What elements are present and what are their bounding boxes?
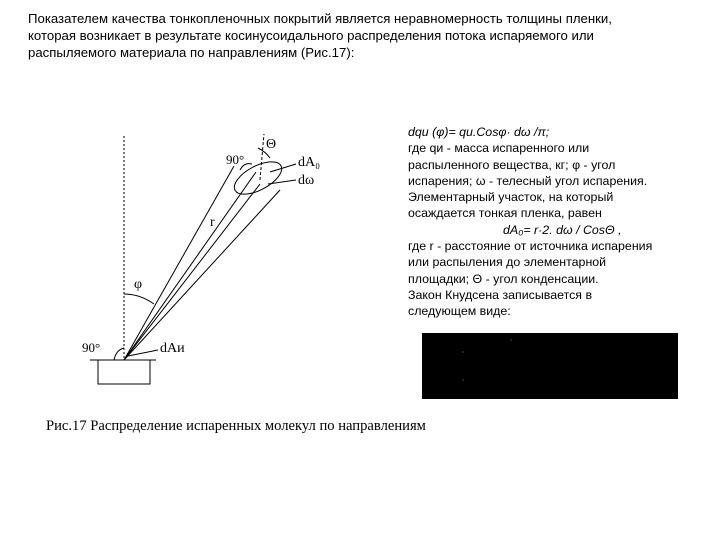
leader-dA-target: [270, 164, 296, 172]
figure-caption: Рис.17 Распределение испаренных молекул по направлениям: [46, 418, 426, 434]
intro-line-1: Показателем качества тонкопленочных покрытий является неравномерность толщины пленки,: [28, 11, 612, 26]
cone-ray-right: [124, 190, 280, 360]
cone-ray-inner: [124, 184, 260, 360]
source-box: [98, 360, 150, 384]
desc-line-7: или распыления до элементарной: [408, 255, 607, 270]
leader-domega: [268, 180, 296, 184]
label-angle-bottom: 90°: [82, 340, 101, 355]
label-angle-top: 90°: [226, 152, 245, 167]
desc-line-2: распыленного вещества, кг; φ - угол: [408, 157, 616, 172]
desc-line-9: Закон Кнудсена записывается в: [408, 287, 593, 302]
formula-dot: [510, 339, 512, 341]
desc-line-6: где r - расстояние от источника испарения: [408, 239, 653, 254]
intro-paragraph: [28, 10, 688, 61]
formula-area-text: dA₀= r·2. dω / CosΘ ,: [503, 222, 622, 237]
intro-line-3: распыляемого материала по направлениям (Рис.17):: [28, 45, 355, 60]
cone-ray-center: [124, 172, 256, 360]
angle-bottom-arc: [114, 348, 124, 360]
label-theta: Θ: [266, 137, 277, 152]
label-phi: φ: [134, 277, 143, 292]
target-normal: [260, 134, 264, 180]
formula-dot: [462, 379, 464, 381]
desc-line-4: Элементарный участок, на который: [408, 190, 614, 205]
desc-line-5: осаждается тонкая пленка, равен: [408, 206, 602, 221]
label-domega: dω: [298, 173, 315, 188]
distribution-figure: [70, 128, 400, 410]
formula-flux-text: dqи (φ)= qи.Cosφ· dω /π;: [408, 125, 550, 139]
description-text: [408, 124, 698, 320]
cone-ray-left: [124, 166, 234, 360]
desc-line-1: где qи - масса испаренного или: [408, 141, 590, 156]
desc-line-8: площадки; Θ - угол конденсации.: [408, 271, 599, 286]
formula-area: [408, 222, 698, 238]
phi-arc: [124, 294, 154, 304]
desc-line-10: следующем виде:: [408, 304, 511, 319]
label-dA-source: dAи: [160, 341, 185, 356]
formula-image-placeholder: [422, 333, 678, 399]
desc-line-3: испарения; ω - телесный угол испарения.: [408, 173, 648, 188]
intro-line-2: которая возникает в результате косинусоидального распределения потока испаряемого или: [28, 28, 594, 43]
distribution-diagram: [70, 128, 400, 410]
formula-flux: [408, 124, 698, 140]
formula-dot: [462, 351, 464, 353]
label-r: r: [210, 215, 215, 230]
label-dA-target: dA₀: [298, 155, 320, 170]
